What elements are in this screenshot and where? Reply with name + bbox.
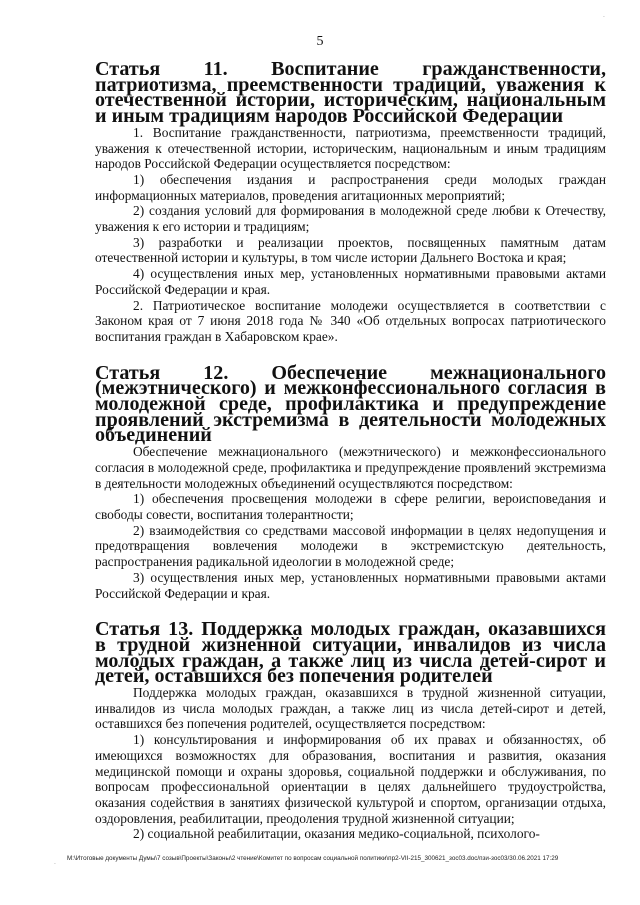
- article-13: [95, 618, 606, 842]
- paragraph: 2) взаимодействия со средствами массовой информации в целях недопущения и предотвращения вовлечения молодежи в экстремистскую деятельность, распространения радикальной идеологии в молодежной среде;: [95, 522, 606, 570]
- article-title: Статья 13. Поддержка молодых граждан, оказавшихся в трудной жизненной ситуации, инвалидов из числа молодых граждан, а также лиц из числа детей-сирот и детей, оставшихся без попечения родителей: [95, 618, 606, 688]
- document-body: [95, 58, 606, 842]
- file-path-footer: M:\Итоговые документы Думы\7 созыв\Проекты\Законы\2 чтение\Комитет по вопросам социальной политики\пр2-VII-215_300621_зос03.doc/пзи-зос03/30.06.2021 17:29: [67, 855, 559, 862]
- paragraph: 1) консультирования и информирования об их правах и обязанностях, об имеющихся возможностях для образования, воспитания и развития, оказания медицинской помощи и охраны здоровья, социальной поддержки и обслуживания, по вопросам профессиональной ориентации в целях дальнейшего трудоустройства, оказания содействия в занятиях физической культурой и спортом, организации отдыха, оздоровления, реабилитации, преодоления трудной жизненной ситуации;: [95, 732, 606, 826]
- article-12: [95, 361, 606, 602]
- article-11: [95, 58, 606, 345]
- paragraph: 2) создания условий для формирования в молодежной среде любви к Отечеству, уважения к его истории и традициям;: [95, 203, 606, 235]
- paragraph: Поддержка молодых граждан, оказавшихся в трудной жизненной ситуации, инвалидов из числа молодых граждан, а также лиц из числа детей-сирот и детей, оставшихся без попечения родителей, осуществляется посредством:: [95, 685, 606, 732]
- scan-artifact-mark: ·: [603, 14, 605, 21]
- article-title: Статья 12. Обеспечение межнационального (межэтнического) и межконфессионального согласия в молодежной среде, профилактика и предупреждение проявлений экстремизма в деятельности молодежных объединений: [95, 361, 606, 447]
- paragraph: 2. Патриотическое воспитание молодежи осуществляется в соответствии с Законом края от 7 июня 2018 года № 340 «Об отдельных вопросах патриотического воспитания граждан в Хабаровском крае».: [95, 297, 606, 344]
- paragraph: 4) осуществления иных мер, установленных нормативными правовыми актами Российской Федерации и края.: [95, 266, 606, 297]
- paragraph: 2) социальной реабилитации, оказания медико-социальной, психолого-: [133, 826, 540, 842]
- paragraph: 3) осуществления иных мер, установленных нормативными правовыми актами Российской Федерации и края.: [95, 569, 606, 601]
- paragraph: 3) разработки и реализации проектов, посвященных памятным датам отечественной истории и культуры, в том числе истории Дальнего Востока и края;: [95, 234, 606, 266]
- paragraph: 1) обеспечения издания и распространения среди молодых граждан информационных материалов, проведения агитационных мероприятий;: [95, 171, 606, 203]
- paragraph: 1. Воспитание гражданственности, патриотизма, преемственности традиций, уважения к отечественной истории, историческим, национальным и иным традициям народов Российской Федерации осуществляется посредством:: [95, 124, 606, 172]
- article-title: Статья 11. Воспитание гражданственности, патриотизма, преемственности традиций, уважения к отечественной истории, историческим, национальным и иным традициям народов Российской Федерации: [95, 58, 606, 128]
- scan-artifact-mark: ·: [54, 861, 56, 868]
- page-number: 5: [316, 34, 324, 49]
- paragraph: 1) обеспечения просвещения молодежи в сфере религии, вероисповедания и свободы совести, воспитания толерантности;: [95, 491, 606, 522]
- paragraph: Обеспечение межнационального (межэтнического) и межконфессионального согласия в молодежной среде, профилактика и предупреждение проявлений экстремизма в деятельности молодежных объединений осуществляются посредством:: [95, 444, 606, 491]
